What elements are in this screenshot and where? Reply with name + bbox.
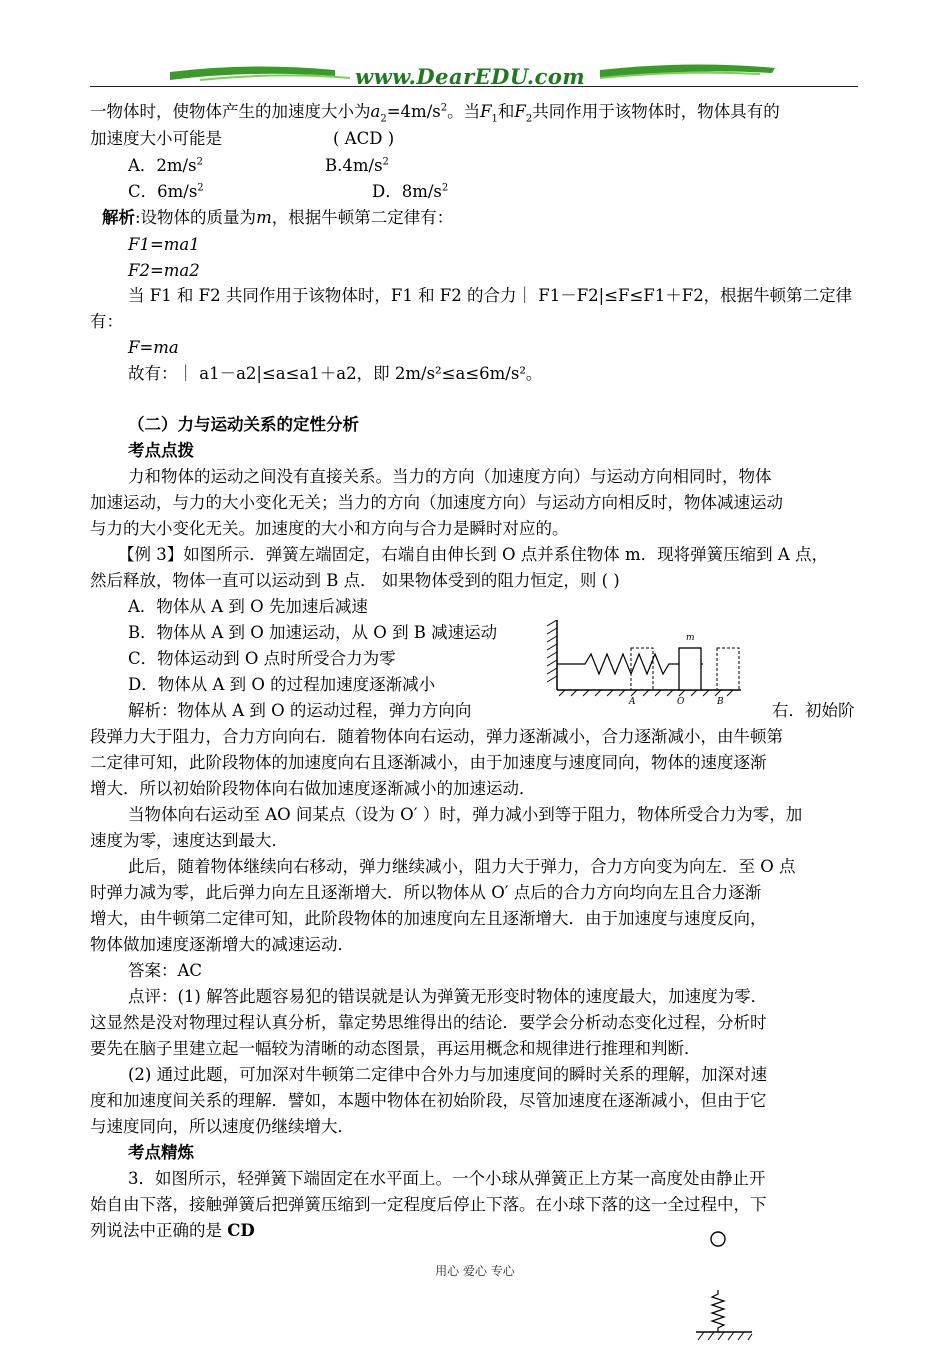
spring-block-diagram	[545, 620, 745, 714]
analysis-line: 解析:设物体的质量为m，根据牛顿第二定律有：	[102, 208, 454, 227]
comment-line: 度和加速度间关系的理解．譬如，本题中物体在初始阶段，尽管加速度在逐渐减小，但由于它	[90, 1091, 767, 1110]
text-line: 力和物体的运动之间没有直接关系。当力的方向（加速度方向）与运动方向相同时，物体	[128, 467, 772, 486]
analysis-line: 增大．所以初始阶段物体向右做加速度逐渐减小的加速运动．	[90, 779, 536, 798]
analysis-line: 当物体向右运动至 AO 间某点（设为 O′ ）时，弹力减小到等于阻力，物体所受合力为零，加	[128, 805, 803, 824]
answer-choice: ( ACD )	[333, 129, 395, 148]
analysis-line: 此后，随着物体继续向右移动，弹力继续减小，阻力大于弹力，合力方向变为向左．至 O 点	[128, 857, 796, 876]
equation-2: F2=ma2	[128, 261, 200, 280]
text-line: 一物体时，使物体产生的加速度大小为$a_2=4m/s^2$。当$F_1$和$F_2$共同作用于该物体时，物体具有的	[90, 102, 780, 125]
comment-line: 与速度同向，所以速度仍继续增大．	[90, 1117, 354, 1136]
option-b: $B.4m/s^2$	[325, 156, 389, 175]
text-line: 加速运动，与力的大小变化无关；当力的方向（加速度方向）与运动方向相反时，物体减速运动	[90, 493, 783, 512]
ex3-option-d: D．物体从 A 到 O 的过程加速度逐渐减小	[128, 675, 436, 694]
option-c: C．$6m/s^2$	[128, 182, 204, 201]
analysis-line: 时弹力减为零，此后弹力向左且逐渐增大．所以物体从 O′ 点后的合力方向均向左且合力逐渐	[90, 883, 762, 902]
analysis-line: 物体做加速度逐渐增大的减速运动．	[90, 935, 354, 954]
analysis-line: 右．初始阶	[772, 701, 855, 720]
analysis-line: 增大，由牛顿第二定律可知，此阶段物体的加速度向左且逐渐增大．由于加速度与速度反向，	[90, 909, 767, 928]
comment-line: 这显然是没对物理过程认真分析，靠定势思维得出的结论．要学会分析动态变化过程，分析时	[90, 1013, 767, 1032]
text-line: 与力的大小变化无关。加速度的大小和方向与合力是瞬时对应的。	[90, 519, 569, 538]
ex3-option-b: B．物体从 A 到 O 加速运动，从 O 到 B 减速运动	[128, 623, 498, 642]
section-heading: （二）力与运动关系的定性分析	[128, 415, 359, 434]
analysis-line: 二定律可知，此阶段物体的加速度向右且逐渐减小，由于加速度与速度同向，物体的速度逐渐	[90, 753, 767, 772]
ex3-option-c: C．物体运动到 O 点时所受合力为零	[128, 649, 396, 668]
label-o: O	[677, 697, 685, 707]
option-d: D．$8m/s^2$	[372, 182, 449, 201]
analysis-line: 速度为零，速度达到最大．	[90, 831, 288, 850]
ball-icon	[711, 1232, 725, 1246]
comment-line: (2) 通过此题，可加深对牛顿第二定律中合外力与加速度间的瞬时关系的理解，加深对速	[128, 1065, 768, 1084]
spring-icon	[712, 1290, 724, 1332]
comment-line: 点评：(1) 解答此题容易犯的错误就是认为弹簧无形变时物体的速度最大，加速度为零．	[128, 987, 768, 1006]
answer-line: 答案：AC	[128, 961, 203, 980]
site-logo-text[interactable]: www.DearEDU.com	[355, 64, 586, 89]
equation-3: F=ma	[128, 338, 179, 357]
text-line: 加速度大小可能是	[90, 129, 222, 148]
subheading-kaodian: 考点点拨	[128, 441, 194, 460]
text-line: 有：	[90, 312, 123, 331]
option-a: A．$2m/s^2$	[128, 156, 203, 175]
text-line: 故有：｜ a1－a2|≤a≤a1＋a2，即 2m/s²≤a≤6m/s²。	[128, 364, 543, 383]
comment-line: 要先在脑子里建立起一幅较为清晰的动态图景，再运用概念和规律进行推理和判断．	[90, 1039, 701, 1058]
equation-1: F1=ma1	[128, 235, 200, 254]
analysis-line: 解析：物体从 A 到 O 的运动过程，弹力方向向	[128, 701, 472, 720]
ex3-option-a: A．物体从 A 到 O 先加速后减速	[128, 597, 368, 616]
label-m: m	[686, 633, 695, 643]
header-rule	[90, 86, 858, 87]
question-3-line: 始自由下落，接触弹簧后把弹簧压缩到一定程度后停止下落。在小球下落的这一全过程中，下	[90, 1195, 767, 1214]
question-3-line: 3．如图所示，轻弹簧下端固定在水平面上。一个小球从弹簧正上方某一高度处由静止开	[128, 1169, 766, 1188]
label-a: A	[629, 697, 636, 707]
page-footer: 用心 爱心 专心	[435, 1264, 515, 1278]
analysis-line: 段弹力大于阻力，合力方向向右．随着物体向右运动，弹力逐渐减小，合力逐渐减小，由牛顿第	[90, 727, 783, 746]
example-3-line: 【例 3】如图所示．弹簧左端固定，右端自由伸长到 O 点并系住物体 m．现将弹簧压缩到 A 点，	[118, 545, 829, 564]
ball-spring-diagram	[690, 1228, 760, 1348]
subheading-kaodian-jinglian: 考点精炼	[128, 1143, 194, 1162]
text-line: 当 F1 和 F2 共同作用于该物体时，F1 和 F2 的合力｜ F1－F2|≤F≤F1＋F2，根据牛顿第二定律	[128, 286, 853, 305]
site-header	[160, 58, 780, 98]
question-3-line: 列说法中正确的是 CD	[90, 1221, 255, 1240]
label-b: B	[717, 697, 724, 707]
example-3-line: 然后释放，物体一直可以运动到 B 点． 如果物体受到的阻力恒定，则 ( )	[90, 571, 620, 590]
